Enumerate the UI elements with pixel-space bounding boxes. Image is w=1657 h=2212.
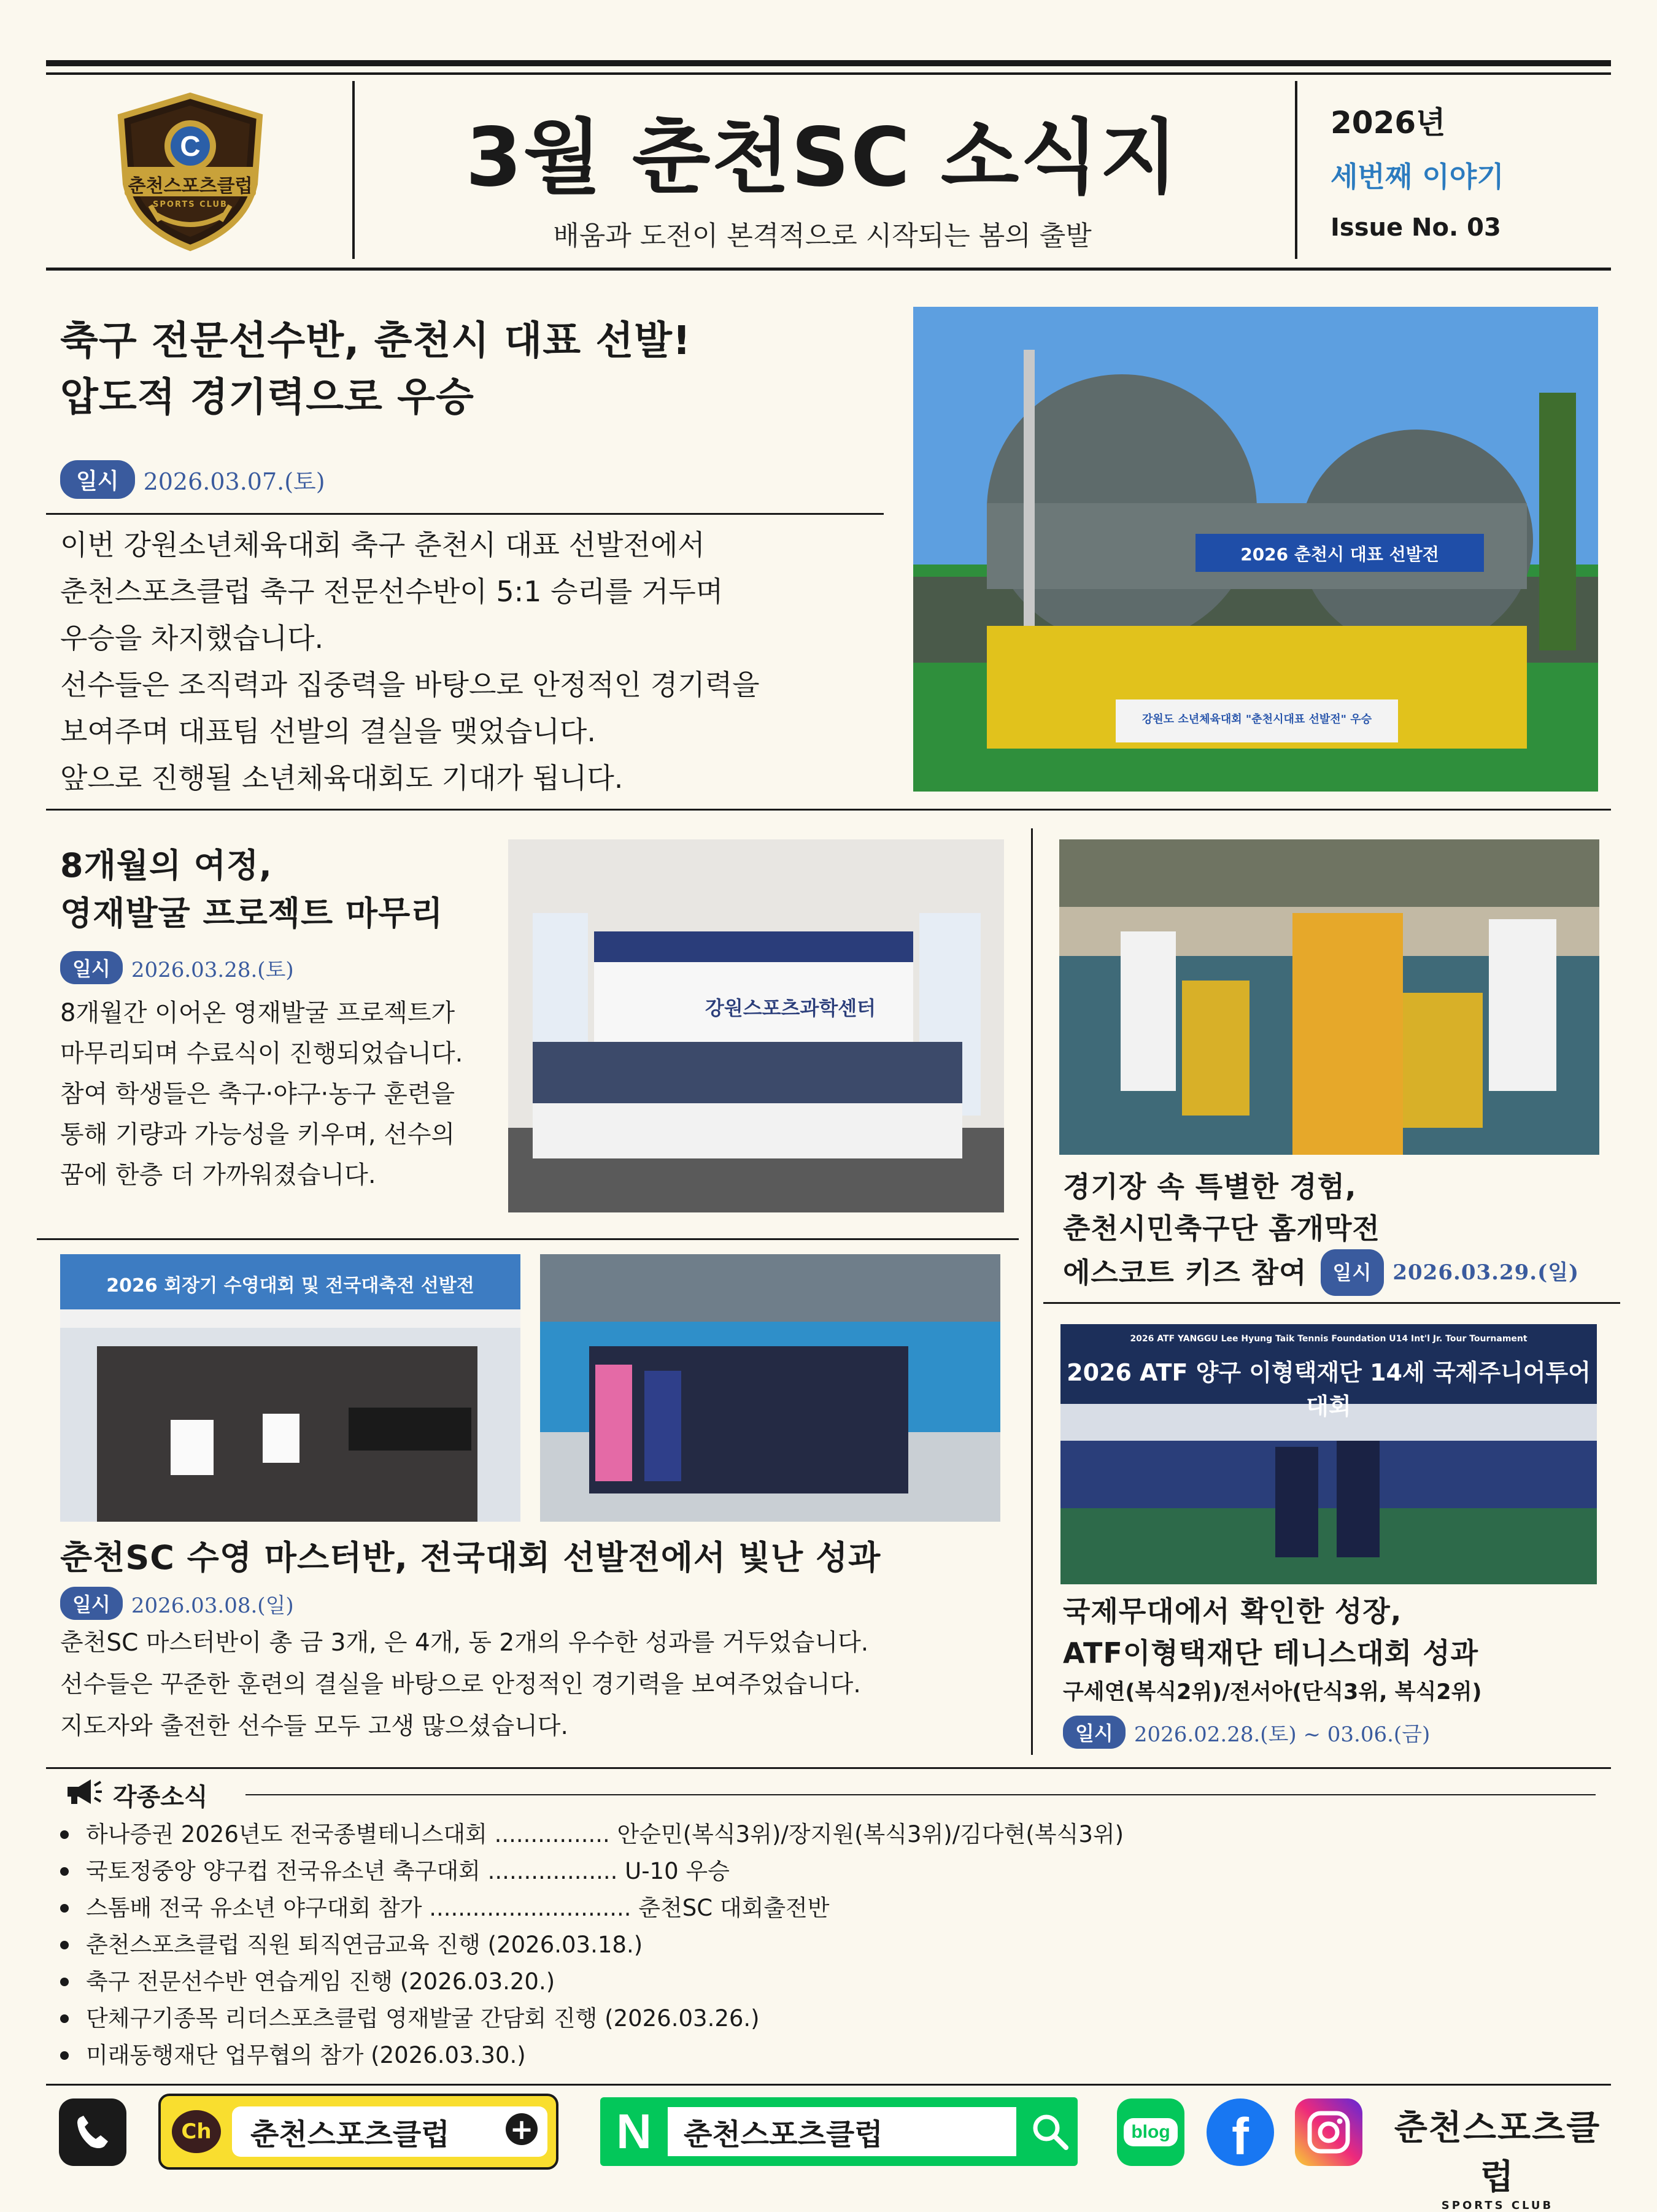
- article4-photo-pool: [540, 1254, 1000, 1522]
- section-rule-1: [46, 809, 1611, 811]
- top-rule-thick: [46, 60, 1611, 66]
- date-pill: 일시: [60, 951, 123, 984]
- article5-headline-line1: 국제무대에서 확인한 성장,: [1063, 1595, 1402, 1628]
- kakao-channel-label: 춘천스포츠클럽: [232, 2106, 547, 2157]
- article1-line: 이번 강원소년체육대회 축구 춘천시 대표 선발전에서: [60, 528, 705, 561]
- list-item: 미래동행재단 업무협의 참가 (2026.03.30.): [58, 2037, 1592, 2074]
- article3-headline-line3: 에스코트 키즈 참여: [1063, 1256, 1307, 1289]
- newsletter-subtitle: 배움과 도전이 본격적으로 시작되는 봄의 출발: [553, 220, 1092, 252]
- article3-date: 2026.03.29.(일): [1392, 1260, 1580, 1285]
- article3-photo-escort: [1059, 839, 1599, 1155]
- issue-number: Issue No. 03: [1331, 214, 1501, 242]
- plus-icon: +: [506, 2113, 538, 2145]
- article1-headline: [60, 313, 895, 426]
- list-item: 국토정중앙 양구컵 전국유소년 축구대회 .................. U-10 우승: [58, 1853, 1592, 1890]
- article4-headline: 춘천SC 수영 마스터반, 전국대회 선발전에서 빛난 성과: [60, 1538, 881, 1577]
- article3-headline-line1: 경기장 속 특별한 경험,: [1063, 1170, 1357, 1203]
- logo-text: 춘천스포츠클럽: [128, 175, 253, 197]
- article4-body: [60, 1622, 1018, 1748]
- issue-story: 세번째 이야기: [1331, 160, 1504, 193]
- article5-date: 2026.02.28.(토) ~ 03.06.(금): [1134, 1722, 1431, 1747]
- article5-headline: [1063, 1590, 1603, 1674]
- footer-brand-name: 춘천스포츠클럽: [1394, 2108, 1601, 2197]
- article2-photo-ceremony: [508, 839, 1004, 1212]
- facebook-button[interactable]: [1207, 2098, 1274, 2166]
- date-pill: 일시: [1321, 1249, 1385, 1296]
- article1-headline-line1: 축구 전문선수반, 춘천시 대표 선발!: [60, 318, 692, 364]
- article1-line: 보여주며 대표팀 선발의 결실을 맺었습니다.: [60, 715, 596, 748]
- left-section-rule: [37, 1238, 1019, 1240]
- footer-brand-sub: SPORTS CLUB: [1441, 2199, 1554, 2212]
- article5-photo-tennis: [1060, 1324, 1597, 1584]
- article2-body: [60, 993, 502, 1195]
- article1-photo-banner-bottom: 강원도 소년체육대회 "춘천시대표 선발전" 우승: [1141, 713, 1372, 726]
- article2-line: 통해 기량과 가능성을 키우며, 선수의: [60, 1120, 455, 1149]
- date-pill: 일시: [60, 1587, 123, 1620]
- article4-date: 2026.03.08.(일): [131, 1593, 294, 1618]
- article2-headline: [60, 842, 502, 938]
- article1-line: 선수들은 조직력과 집중력을 바탕으로 안정적인 경기력을: [60, 668, 760, 701]
- article1-headline-line2: 압도적 경기력으로 우승: [60, 375, 474, 420]
- article1-line: 우승을 차지했습니다.: [60, 622, 324, 655]
- blog-button[interactable]: [1117, 2098, 1184, 2166]
- article5-results: 구세연(복식2위)/전서아(단식3위, 복식2위): [1063, 1680, 1482, 1705]
- megaphone-icon: [64, 1777, 103, 1813]
- article1-line: 춘천스포츠클럽 축구 전문선수반이 5:1 승리를 거두며: [60, 575, 724, 608]
- kakao-channel-icon: Ch: [172, 2110, 221, 2153]
- news-list: [58, 1816, 1592, 2074]
- article1-body: [60, 522, 889, 801]
- news-heading-rule: [245, 1794, 1596, 1795]
- svg-text:C: C: [180, 130, 201, 162]
- search-icon: [1022, 2112, 1078, 2151]
- article1-photo-banner-top: 2026 춘천시 대표 선발전: [1240, 544, 1439, 565]
- footer-rule: [46, 2084, 1611, 2086]
- list-item: 하나증권 2026년도 전국종별테니스대회 ................ 안순민(복식3위)/장지원(복식3위)/김다현(복식3위): [58, 1816, 1592, 1853]
- article2-line: 8개월간 이어온 영재발굴 프로젝트가: [60, 999, 455, 1027]
- article2-line: 마무리되며 수료식이 진행되었습니다.: [60, 1039, 463, 1068]
- date-pill: 일시: [60, 460, 135, 499]
- instagram-icon: [1306, 2110, 1351, 2155]
- club-logo: [114, 92, 267, 252]
- list-item: 춘천스포츠클럽 직원 퇴직연금교육 진행 (2026.03.18.): [58, 1927, 1592, 1963]
- article4-line: 춘천SC 마스터반이 총 금 3개, 은 4개, 동 2개의 우수한 성과를 거두었습니다.: [60, 1629, 869, 1657]
- kakao-channel-button[interactable]: [158, 2094, 558, 2170]
- article4-line: 지도자와 출전한 선수들 모두 고생 많으셨습니다.: [60, 1713, 568, 1740]
- list-item: 단체구기종목 리더스포츠클럽 영재발굴 간담회 진행 (2026.03.26.): [58, 2000, 1592, 2037]
- article2-headline-line2: 영재발굴 프로젝트 마무리: [60, 894, 444, 933]
- news-heading: [64, 1777, 208, 1813]
- blog-icon: blog: [1124, 2118, 1177, 2146]
- issue-year: 2026년: [1331, 105, 1446, 141]
- instagram-button[interactable]: [1295, 2098, 1362, 2166]
- article3-headline-row3: [1063, 1249, 1603, 1296]
- article5-headline-line2: ATF이형택재단 테니스대회 성과: [1063, 1636, 1479, 1670]
- article1-line: 앞으로 진행될 소년체육대회도 기대가 됩니다.: [60, 761, 624, 795]
- section-rule-2: [46, 1767, 1611, 1769]
- article2-date: 2026.03.28.(토): [131, 957, 294, 982]
- news-heading-text: 각종소식: [113, 1782, 208, 1811]
- article5-photo-banner: 2026 ATF 양구 이형택재단 14세 국제주니어투어대회: [1067, 1359, 1591, 1420]
- phone-button[interactable]: [59, 2098, 126, 2166]
- article4-photo-banner: 2026 회장기 수영대회 및 전국대축전 선발전: [106, 1275, 474, 1297]
- date-pill: 일시: [1063, 1716, 1126, 1749]
- article4-date-row: [60, 1587, 294, 1620]
- article4-line: 선수들은 꾸준한 훈련의 결실을 바탕으로 안정적인 경기력을 보여주었습니다.: [60, 1671, 861, 1698]
- article2-date-row: [60, 951, 294, 984]
- header-divider-left: [352, 81, 355, 259]
- facebook-icon: f: [1232, 2107, 1249, 2165]
- top-rule-thin: [46, 72, 1611, 75]
- article1-date-row: [60, 460, 325, 499]
- list-item: 스톰배 전국 유소년 야구대회 참가 ............................ 춘천SC 대회출전반: [58, 1890, 1592, 1927]
- header-bottom-rule: [46, 268, 1611, 271]
- newsletter-title: 3월 춘천SC 소식지: [465, 110, 1180, 205]
- article3-date-row: [1321, 1249, 1580, 1296]
- footer-brand: [1393, 2101, 1602, 2212]
- article3-headline-line2: 춘천시민축구단 홈개막전: [1063, 1212, 1380, 1245]
- naver-search-button[interactable]: [600, 2097, 1078, 2166]
- column-divider: [1031, 828, 1033, 1755]
- phone-icon: [72, 2112, 113, 2152]
- right-column-rule: [1043, 1302, 1620, 1304]
- article5-photo-banner-top: 2026 ATF YANGGU Lee Hyung Taik Tennis Foundation U14 Int'l Jr. Tour Tournament: [1130, 1334, 1528, 1344]
- logo-subtext: SPORTS CLUB: [153, 200, 228, 209]
- article1-photo-team: [913, 307, 1598, 792]
- article2-photo-banner: 강원스포츠과학센터: [705, 996, 876, 1020]
- list-item: 축구 전문선수반 연습게임 진행 (2026.03.20.): [58, 1963, 1592, 2000]
- naver-search-label: 춘천스포츠클럽: [668, 2107, 1016, 2156]
- article5-date-row: [1063, 1716, 1430, 1749]
- article2-line: 꿈에 한층 더 가까워졌습니다.: [60, 1161, 376, 1189]
- article4-photo-team: [60, 1254, 520, 1522]
- header-divider-right: [1295, 81, 1297, 259]
- article1-rule: [46, 513, 884, 515]
- article1-date: 2026.03.07.(토): [143, 468, 325, 495]
- article3-headline: [1063, 1166, 1603, 1296]
- article2-headline-line1: 8개월의 여정,: [60, 846, 272, 885]
- naver-icon: N: [616, 2104, 652, 2159]
- article2-line: 참여 학생들은 축구·야구·농구 훈련을: [60, 1080, 455, 1108]
